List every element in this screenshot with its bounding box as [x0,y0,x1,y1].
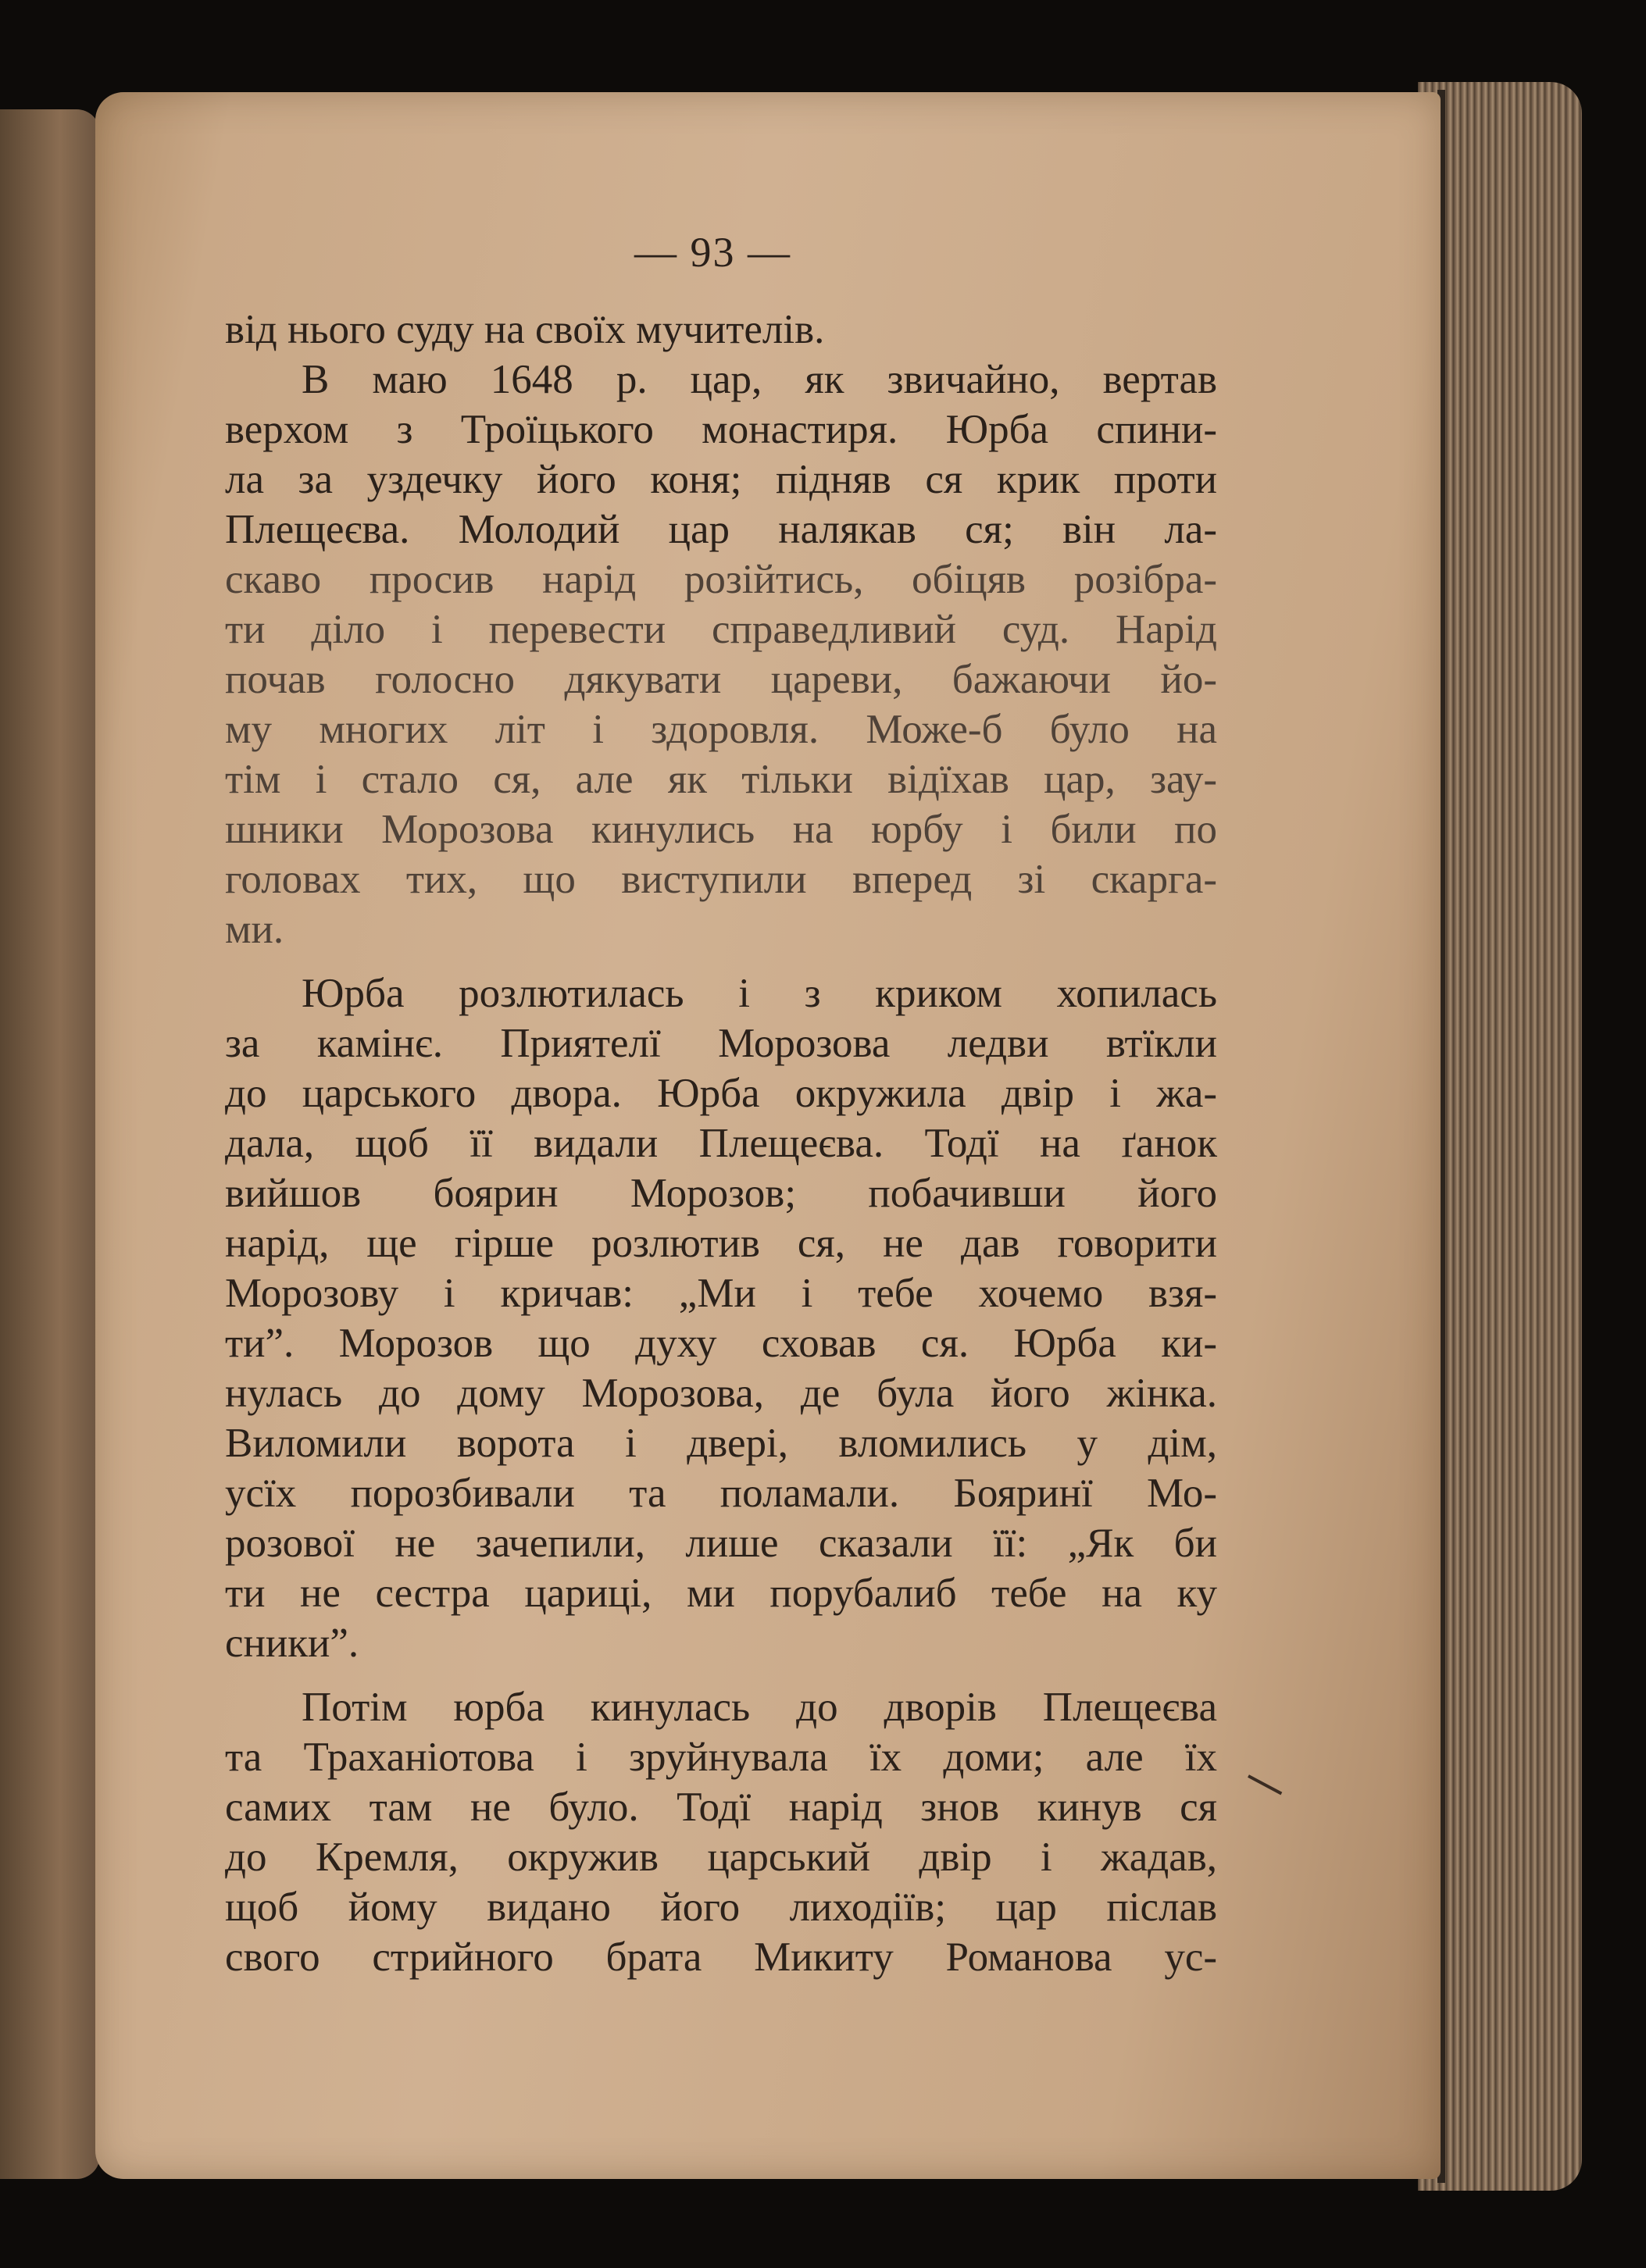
text-line: нулась до дому Морозова, де була його жінка. [225,1371,1217,1416]
text-line: до Кремля, окружив царський двір і жадав, [225,1835,1217,1880]
text-line: верхом з Троїцького монастиря. Юрба спини- [225,407,1217,452]
text-line: нарід, ще гірше розлютив ся, не дав говорити [225,1221,1217,1266]
text-line: головах тих, що виступили вперед зі скарга- [225,857,1217,902]
text-line: розової не зачепили, лише сказали її: „Як би [225,1521,1217,1566]
text-line: Плещеєва. Молодий цар налякав ся; він ла- [225,507,1217,552]
text-line: Юрба розлютилась і з криком хопилась [302,971,1217,1016]
text-line: та Траханіотова і зруйнувала їх доми; але їх [225,1735,1217,1780]
text-line: усїх порозбивали та поламали. Бояринї Мо- [225,1471,1217,1516]
text-line: Виломили ворота і двері, вломились у дім, [225,1421,1217,1466]
page-number: — 93 — [634,229,791,276]
text-line: ти не сестра цариці, ми порубалиб тебе на ку [225,1571,1217,1616]
text-line: скаво просив нарід розійтись, обіцяв розібра- [225,557,1217,602]
text-line: шники Морозова кинулись на юрбу і били по [225,807,1217,852]
text-line: ти”. Морозов що духу сховав ся. Юрба ки- [225,1321,1217,1366]
text-line: за камінє. Приятелї Морозова ледви втїкли [225,1021,1217,1066]
text-line: Морозову і кричав: „Ми і тебе хочемо взя- [225,1271,1217,1316]
text-line: до царського двора. Юрба окружила двір і жа- [225,1071,1217,1116]
text-line: від нього суду на своїх мучителів. [225,307,825,352]
text-line: ми. [225,907,284,952]
text-line: В маю 1648 р. цар, як звичайно, вертав [302,357,1217,402]
text-line: щоб йому видано його лиходіїв; цар післав [225,1885,1217,1930]
text-line: свого стрийного брата Микиту Романова ус- [225,1935,1217,1980]
text-line: ти діло і перевести справедливий суд. Нарід [225,607,1217,652]
text-line: сники”. [225,1621,359,1666]
text-line: Потім юрба кинулась до дворів Плещеєва [302,1685,1217,1730]
text-line: самих там не було. Тодї нарід знов кинув ся [225,1785,1217,1830]
left-page-edge [0,109,100,2179]
text-line: ла за уздечку його коня; підняв ся крик проти [225,457,1217,502]
text-line: му многих літ і здоровля. Може-б було на [225,707,1217,752]
text-line: дала, щоб її видали Плещеєва. Тодї на ґанок [225,1121,1217,1166]
text-line: вийшов боярин Морозов; побачивши його [225,1171,1217,1216]
text-line: почав голосно дякувати цареви, бажаючи йо- [225,657,1217,702]
text-line: тім і стало ся, але як тільки відїхав цар, зау- [225,757,1217,802]
